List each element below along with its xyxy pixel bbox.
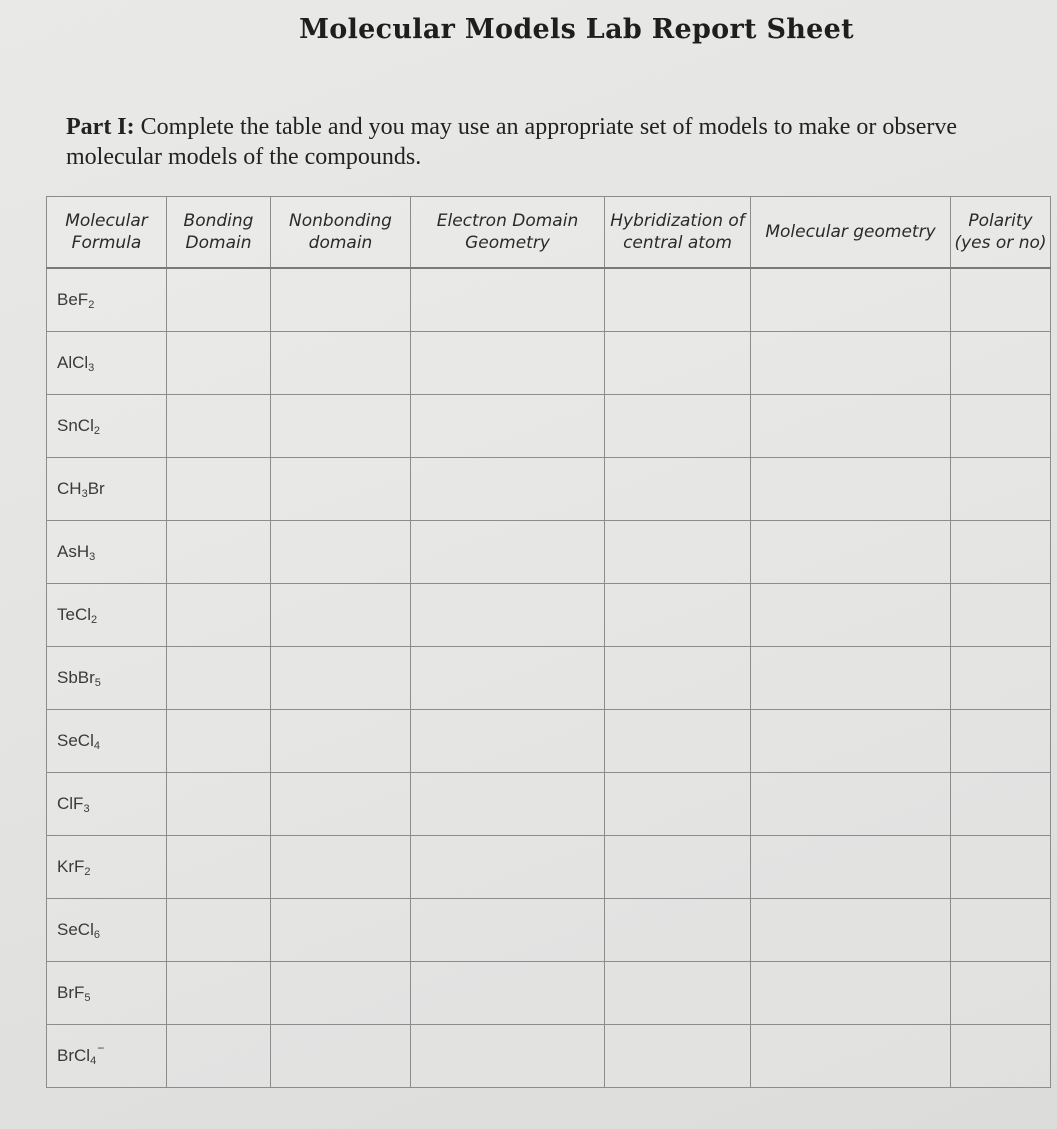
header-molecular-formula: Molecular Formula	[47, 197, 167, 269]
bonding-domain-cell[interactable]	[167, 268, 271, 332]
molecular-geometry-cell[interactable]	[751, 1025, 951, 1088]
formula-cell	[47, 836, 167, 899]
header-hybridization: Hybridization of central atom	[605, 197, 751, 269]
molecular-geometry-cell[interactable]	[751, 710, 951, 773]
hybridization-cell[interactable]	[605, 458, 751, 521]
polarity-cell[interactable]	[951, 962, 1051, 1025]
formula-subscript: 3	[83, 803, 90, 815]
nonbonding-domain-cell[interactable]	[271, 395, 411, 458]
table-row	[47, 395, 1051, 458]
electron-domain-geometry-cell[interactable]	[411, 268, 605, 332]
header-polarity: Polarity (yes or no)	[951, 197, 1051, 269]
formula-cell	[47, 962, 167, 1025]
bonding-domain-cell[interactable]	[167, 773, 271, 836]
electron-domain-geometry-cell[interactable]	[411, 395, 605, 458]
nonbonding-domain-cell[interactable]	[271, 773, 411, 836]
electron-domain-geometry-cell[interactable]	[411, 710, 605, 773]
formula-cell	[47, 899, 167, 962]
formula-base: BrCl	[57, 1046, 91, 1065]
hybridization-cell[interactable]	[605, 773, 751, 836]
bonding-domain-cell[interactable]	[167, 584, 271, 647]
nonbonding-domain-cell[interactable]	[271, 710, 411, 773]
bonding-domain-cell[interactable]	[167, 647, 271, 710]
polarity-cell[interactable]	[951, 521, 1051, 584]
formula-cell	[47, 521, 167, 584]
formula-tail: Br	[87, 479, 105, 498]
nonbonding-domain-cell[interactable]	[271, 458, 411, 521]
formula-subscript: 2	[84, 866, 91, 878]
polarity-cell[interactable]	[951, 458, 1051, 521]
formula-subscript: 6	[93, 929, 100, 941]
nonbonding-domain-cell[interactable]	[271, 268, 411, 332]
bonding-domain-cell[interactable]	[167, 521, 271, 584]
electron-domain-geometry-cell[interactable]	[411, 1025, 605, 1088]
formula-cell	[47, 710, 167, 773]
formula-subscript: 4	[93, 740, 100, 752]
formula-base: KrF	[57, 857, 85, 876]
formula-subscript: 5	[94, 677, 101, 689]
formula-cell	[47, 647, 167, 710]
table-row	[47, 962, 1051, 1025]
table-row	[47, 458, 1051, 521]
header-row	[47, 197, 1051, 269]
formula-cell	[47, 332, 167, 395]
formula-base: BeF	[57, 290, 89, 309]
molecular-geometry-cell[interactable]	[751, 773, 951, 836]
table-row	[47, 584, 1051, 647]
formula-subscript: 2	[88, 299, 95, 311]
polarity-cell[interactable]	[951, 332, 1051, 395]
formula-charge: −	[97, 1041, 105, 1055]
formula-cell	[47, 395, 167, 458]
instructions-text: Complete the table and you may use an appropriate set of models to make or observe molecular models of the compounds.	[66, 114, 958, 170]
header-molecular-geometry: Molecular geometry	[751, 197, 951, 269]
table-row	[47, 899, 1051, 962]
formula-cell	[47, 584, 167, 647]
bonding-domain-cell[interactable]	[167, 836, 271, 899]
bonding-domain-cell[interactable]	[167, 1025, 271, 1088]
molecular-geometry-cell[interactable]	[751, 647, 951, 710]
formula-base: SeCl	[57, 920, 94, 939]
hybridization-cell[interactable]	[605, 1025, 751, 1088]
formula-base: TeCl	[57, 605, 92, 624]
molecular-geometry-cell[interactable]	[751, 395, 951, 458]
formula-cell	[47, 268, 167, 332]
electron-domain-geometry-cell[interactable]	[411, 332, 605, 395]
molecular-geometry-cell[interactable]	[751, 962, 951, 1025]
nonbonding-domain-cell[interactable]	[271, 647, 411, 710]
polarity-cell[interactable]	[951, 710, 1051, 773]
formula-cell	[47, 773, 167, 836]
formula-base: AlCl	[57, 353, 89, 372]
formula-base: SbBr	[57, 668, 95, 687]
formula-subscript: 4	[90, 1055, 97, 1067]
hybridization-cell[interactable]	[605, 584, 751, 647]
molecular-geometry-cell[interactable]	[751, 332, 951, 395]
polarity-cell[interactable]	[951, 899, 1051, 962]
hybridization-cell[interactable]	[605, 836, 751, 899]
formula-base: CH	[57, 479, 82, 498]
hybridization-cell[interactable]	[605, 332, 751, 395]
bonding-domain-cell[interactable]	[167, 962, 271, 1025]
table-row	[47, 836, 1051, 899]
formula-base: SnCl	[57, 416, 94, 435]
molecular-models-table	[46, 196, 1051, 1088]
electron-domain-geometry-cell[interactable]	[411, 962, 605, 1025]
electron-domain-geometry-cell[interactable]	[411, 584, 605, 647]
formula-subscript: 3	[81, 488, 88, 500]
polarity-cell[interactable]	[951, 773, 1051, 836]
page-title: Molecular Models Lab Report Sheet	[299, 14, 854, 45]
bonding-domain-cell[interactable]	[167, 458, 271, 521]
molecular-geometry-cell[interactable]	[751, 521, 951, 584]
bonding-domain-cell[interactable]	[167, 710, 271, 773]
formula-cell	[47, 1025, 167, 1088]
hybridization-cell[interactable]	[605, 521, 751, 584]
bonding-domain-cell[interactable]	[167, 395, 271, 458]
nonbonding-domain-cell[interactable]	[271, 836, 411, 899]
header-bonding-domain: Bonding Domain	[167, 197, 271, 269]
table-row	[47, 521, 1051, 584]
formula-subscript: 3	[88, 362, 95, 374]
polarity-cell[interactable]	[951, 836, 1051, 899]
table-row	[47, 268, 1051, 332]
hybridization-cell[interactable]	[605, 647, 751, 710]
formula-base: BrF	[57, 983, 85, 1002]
hybridization-cell[interactable]	[605, 899, 751, 962]
hybridization-cell[interactable]	[605, 710, 751, 773]
bonding-domain-cell[interactable]	[167, 899, 271, 962]
table-row	[47, 710, 1051, 773]
table-row	[47, 773, 1051, 836]
electron-domain-geometry-cell[interactable]	[411, 773, 605, 836]
formula-subscript: 2	[93, 425, 100, 437]
nonbonding-domain-cell[interactable]	[271, 332, 411, 395]
table-row	[47, 647, 1051, 710]
hybridization-cell[interactable]	[605, 268, 751, 332]
molecular-geometry-cell[interactable]	[751, 584, 951, 647]
formula-subscript: 3	[89, 551, 96, 563]
polarity-cell[interactable]	[951, 395, 1051, 458]
nonbonding-domain-cell[interactable]	[271, 521, 411, 584]
hybridization-cell[interactable]	[605, 962, 751, 1025]
molecular-geometry-cell[interactable]	[751, 458, 951, 521]
polarity-cell[interactable]	[951, 268, 1051, 332]
polarity-cell[interactable]	[951, 647, 1051, 710]
molecular-geometry-cell[interactable]	[751, 268, 951, 332]
electron-domain-geometry-cell[interactable]	[411, 836, 605, 899]
electron-domain-geometry-cell[interactable]	[411, 899, 605, 962]
formula-base: ClF	[57, 794, 84, 813]
nonbonding-domain-cell[interactable]	[271, 584, 411, 647]
nonbonding-domain-cell[interactable]	[271, 1025, 411, 1088]
polarity-cell[interactable]	[951, 584, 1051, 647]
part-label: Part I:	[66, 114, 135, 140]
header-electron-domain-geometry: Electron Domain Geometry	[411, 197, 605, 269]
nonbonding-domain-cell[interactable]	[271, 899, 411, 962]
electron-domain-geometry-cell[interactable]	[411, 521, 605, 584]
hybridization-cell[interactable]	[605, 395, 751, 458]
formula-cell	[47, 458, 167, 521]
bonding-domain-cell[interactable]	[167, 332, 271, 395]
nonbonding-domain-cell[interactable]	[271, 962, 411, 1025]
molecular-geometry-cell[interactable]	[751, 836, 951, 899]
header-nonbonding-domain: Nonbonding domain	[271, 197, 411, 269]
formula-subscript: 2	[91, 614, 98, 626]
electron-domain-geometry-cell[interactable]	[411, 458, 605, 521]
formula-base: SeCl	[57, 731, 94, 750]
electron-domain-geometry-cell[interactable]	[411, 647, 605, 710]
part-one-instructions	[66, 112, 966, 172]
table-row	[47, 1025, 1051, 1088]
formula-base: AsH	[57, 542, 90, 561]
table-row	[47, 332, 1051, 395]
polarity-cell[interactable]	[951, 1025, 1051, 1088]
molecular-geometry-cell[interactable]	[751, 899, 951, 962]
formula-subscript: 5	[84, 992, 91, 1004]
